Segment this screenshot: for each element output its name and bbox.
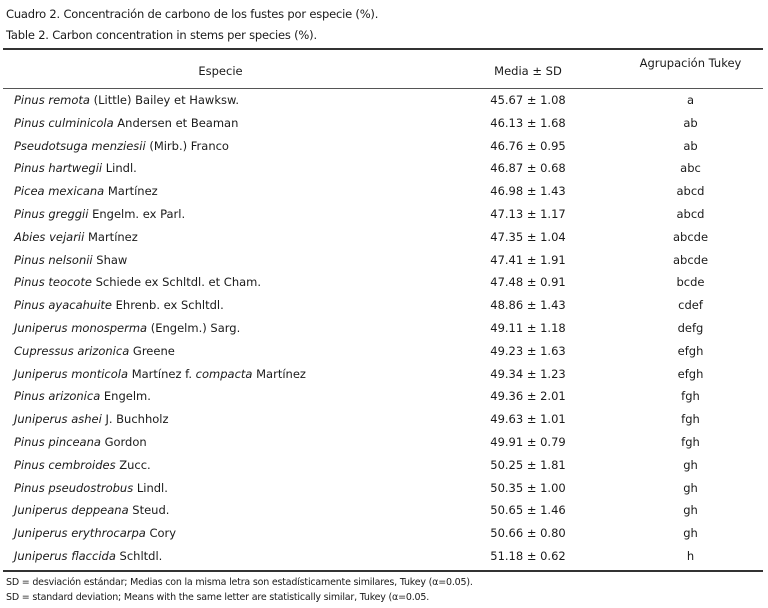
species-binomial: Picea mexicana	[14, 184, 105, 199]
species-authority: Martínez f.	[128, 366, 193, 381]
species-authority: Ehrenb. ex Schltdl.	[111, 298, 224, 313]
cell-tukey-group: gh	[683, 480, 698, 495]
table-row	[3, 204, 763, 227]
species-parenthetical-authority: (Little)	[89, 93, 132, 107]
species-authority: Sarg.	[206, 320, 241, 335]
cell-species	[14, 435, 147, 449]
cell-mean-sd: 49.63 ± 1.01	[490, 412, 566, 427]
header-rule	[3, 88, 763, 89]
cell-tukey-group: abcd	[676, 184, 705, 199]
species-authority: Franco	[187, 138, 229, 153]
species-binomial: Pinus greggii	[14, 206, 89, 221]
cell-mean-sd: 47.13 ± 1.17	[490, 206, 566, 221]
species-authority: Cory	[145, 526, 177, 541]
cell-species	[14, 321, 240, 335]
cell-tukey-group: fgh	[681, 389, 700, 404]
cell-mean-sd: 47.48 ± 0.91	[490, 275, 566, 290]
cell-species	[14, 526, 176, 540]
cell-species	[14, 161, 137, 175]
species-authority: Zucc.	[115, 457, 151, 472]
cell-mean-sd: 47.35 ± 1.04	[490, 229, 566, 244]
table-row	[3, 386, 763, 409]
cell-tukey-group: bcde	[676, 275, 705, 290]
cell-tukey-group: gh	[683, 526, 698, 541]
cell-species	[14, 93, 239, 107]
species-authority: Martínez	[104, 184, 158, 199]
table-row	[3, 546, 763, 569]
species-authority: Andersen et Beaman	[113, 115, 239, 130]
species-binomial: Juniperus ashei	[14, 412, 102, 427]
species-binomial: Pinus hartwegii	[14, 161, 103, 176]
cell-tukey-group: abcde	[672, 252, 709, 267]
cell-mean-sd: 45.67 ± 1.08	[490, 93, 566, 107]
table-row	[3, 500, 763, 523]
cell-species	[14, 458, 151, 472]
species-binomial: Pinus cembroides	[14, 457, 116, 472]
cell-mean-sd: 49.34 ± 1.23	[490, 366, 566, 381]
table-row	[3, 432, 763, 455]
species-binomial: Pinus nelsonii	[14, 252, 93, 267]
species-binomial: Juniperus flaccida	[14, 548, 116, 563]
cell-tukey-group: ab	[683, 115, 698, 130]
species-authority: Lindl.	[133, 480, 168, 495]
species-form-name: compacta	[192, 366, 253, 381]
cell-tukey-group: abcd	[676, 206, 705, 221]
species-binomial: Pinus teocote	[14, 275, 92, 290]
table-caption-spanish: Cuadro 2. Concentración de carbono de los fustes por especie (%).	[6, 7, 379, 21]
cell-species	[14, 367, 306, 381]
cell-species	[14, 481, 168, 495]
table-row	[3, 250, 763, 273]
table-row	[3, 455, 763, 478]
species-authority: Schltdl.	[115, 548, 163, 563]
cell-species	[14, 389, 151, 403]
cell-tukey-group: gh	[683, 503, 698, 518]
cell-species	[14, 549, 162, 563]
cell-mean-sd: 50.35 ± 1.00	[490, 480, 566, 495]
species-authority: Engelm. ex Parl.	[88, 206, 186, 221]
species-authority: Gordon	[100, 434, 147, 449]
table-row	[3, 227, 763, 250]
species-binomial: Pinus arizonica	[14, 389, 101, 404]
table-row	[3, 181, 763, 204]
table-row	[3, 272, 763, 295]
cell-species	[14, 207, 185, 221]
species-authority: Schiede ex Schltdl. et Cham.	[91, 275, 262, 290]
cell-mean-sd: 46.76 ± 0.95	[490, 138, 566, 153]
table-row	[3, 364, 763, 387]
column-header-species: Especie	[198, 64, 243, 78]
cell-tukey-group: fgh	[681, 434, 700, 449]
species-binomial: Juniperus deppeana	[14, 503, 129, 518]
cell-species	[14, 412, 169, 426]
cell-mean-sd: 46.87 ± 0.68	[490, 161, 566, 176]
table-row	[3, 113, 763, 136]
species-binomial: Pinus pinceana	[14, 434, 101, 449]
cell-mean-sd: 48.86 ± 1.43	[490, 298, 566, 313]
species-binomial: Pseudotsuga menziesii	[14, 138, 146, 153]
species-binomial: Juniperus monosperma	[14, 320, 148, 335]
species-binomial: Pinus remota	[14, 93, 90, 107]
table-row	[3, 158, 763, 181]
species-authority: Martínez	[84, 229, 138, 244]
cell-mean-sd: 49.91 ± 0.79	[490, 434, 566, 449]
species-binomial: Abies vejarii	[14, 229, 85, 244]
cell-tukey-group: h	[686, 548, 695, 563]
cell-tukey-group: a	[686, 93, 695, 107]
table-bottom-rule	[3, 570, 763, 572]
species-binomial: Cupressus arizonica	[14, 343, 130, 358]
cell-tukey-group: ab	[683, 138, 698, 153]
cell-tukey-group: efgh	[677, 343, 704, 358]
cell-species	[14, 253, 127, 267]
cell-tukey-group: abcde	[672, 229, 709, 244]
cell-mean-sd: 46.13 ± 1.68	[490, 115, 566, 130]
cell-mean-sd: 49.11 ± 1.18	[490, 320, 566, 335]
footnote-spanish: SD = desviación estándar; Medias con la misma letra son estadísticamente similares, Tukey (α=0.05).	[6, 577, 473, 588]
table-row	[3, 523, 763, 546]
species-binomial: Pinus culminicola	[14, 115, 114, 130]
species-form-authority: Martínez	[252, 366, 306, 381]
species-binomial: Juniperus monticola	[14, 366, 129, 381]
table-row	[3, 318, 763, 341]
table-row	[3, 136, 763, 159]
table-caption-english: Table 2. Carbon concentration in stems per species (%).	[6, 28, 317, 42]
cell-species	[14, 139, 229, 153]
cell-species	[14, 184, 158, 198]
table-row	[3, 295, 763, 318]
footnote-english: SD = standard deviation; Means with the same letter are statistically similar, Tukey (α=0.05.	[6, 592, 430, 603]
cell-tukey-group: gh	[683, 457, 698, 472]
table-row	[3, 478, 763, 501]
cell-tukey-group: cdef	[678, 298, 703, 313]
table-row	[3, 409, 763, 432]
cell-species	[14, 116, 238, 130]
species-authority: Engelm.	[100, 389, 151, 404]
species-authority: Lindl.	[102, 161, 137, 176]
species-authority: Bailey et Hawksw.	[131, 93, 239, 107]
species-authority: Steud.	[128, 503, 170, 518]
column-header-tukey: Agrupación Tukey	[639, 56, 742, 70]
cell-species	[14, 298, 224, 312]
species-parenthetical-authority: (Engelm.)	[147, 320, 207, 335]
cell-mean-sd: 46.98 ± 1.43	[490, 184, 566, 199]
species-binomial: Juniperus erythrocarpa	[14, 526, 146, 541]
cell-species	[14, 230, 138, 244]
cell-mean-sd: 49.23 ± 1.63	[490, 343, 566, 358]
cell-mean-sd: 50.66 ± 0.80	[490, 526, 566, 541]
species-authority: J. Buchholz	[101, 412, 169, 427]
column-header-mean: Media ± SD	[494, 64, 562, 78]
cell-tukey-group: abc	[680, 161, 701, 176]
cell-species	[14, 275, 261, 289]
cell-mean-sd: 49.36 ± 2.01	[490, 389, 566, 404]
cell-species	[14, 503, 169, 517]
cell-mean-sd: 50.65 ± 1.46	[490, 503, 566, 518]
species-parenthetical-authority: (Mirb.)	[145, 138, 188, 153]
table-body	[3, 90, 763, 569]
species-authority: Shaw	[92, 252, 128, 267]
cell-tukey-group: fgh	[681, 412, 700, 427]
table-row	[3, 90, 763, 113]
table-row	[3, 341, 763, 364]
species-binomial: Pinus pseudostrobus	[14, 480, 134, 495]
cell-mean-sd: 51.18 ± 0.62	[490, 548, 566, 563]
cell-species	[14, 344, 175, 358]
species-authority: Greene	[129, 343, 175, 358]
cell-mean-sd: 50.25 ± 1.81	[490, 457, 566, 472]
cell-tukey-group: efgh	[677, 366, 704, 381]
cell-tukey-group: defg	[677, 320, 704, 335]
species-binomial: Pinus ayacahuite	[14, 298, 112, 313]
cell-mean-sd: 47.41 ± 1.91	[490, 252, 566, 267]
